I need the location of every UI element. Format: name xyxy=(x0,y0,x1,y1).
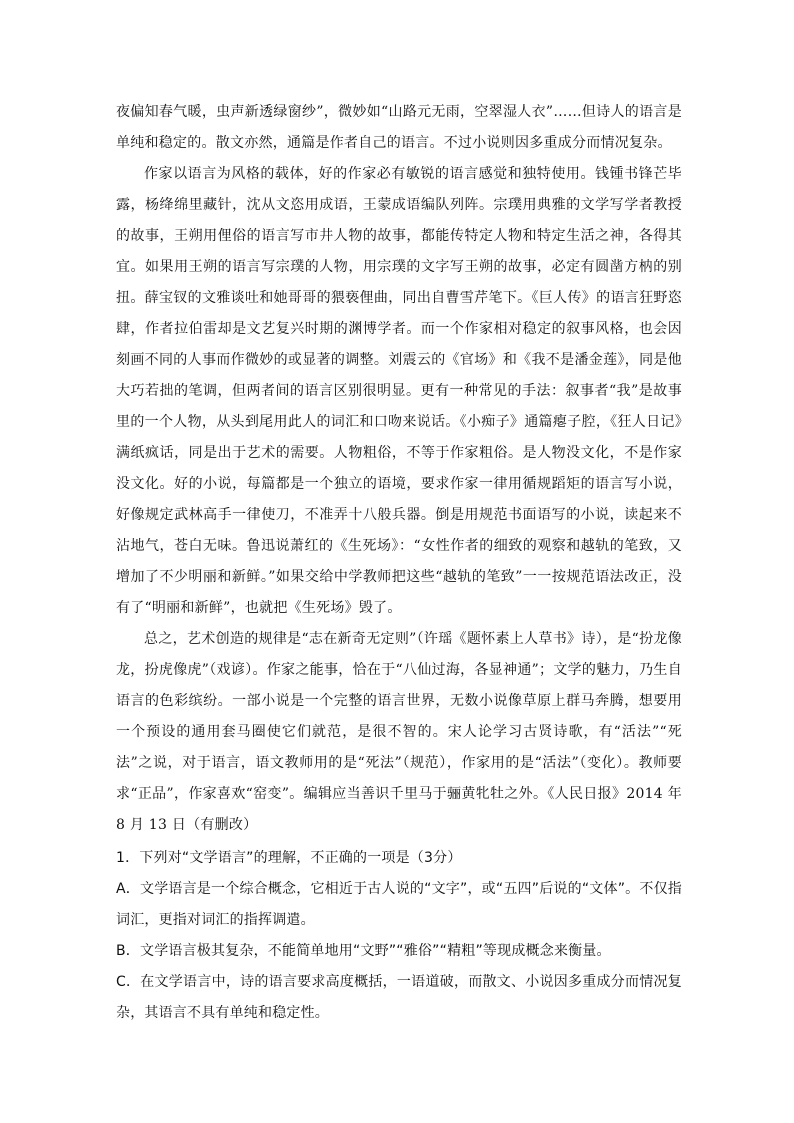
question-stem: 1．下列对“文学语言”的理解，不正确的一项是（3分） xyxy=(116,850,462,866)
option-c: C．在文学语言中，诗的语言要求高度概括，一语道破，而散文、小说因多重成分而情况复杂，其语言不具有单纯和稳定性。 xyxy=(116,974,682,1021)
article-paragraph-2: 作家以语言为风格的载体，好的作家必有敏锐的语言感觉和独特使用。钱锺书锋芒毕露，杨绛绵里藏针，沈从文恣用成语，王蒙成语编队列阵。宗璞用典雅的文学写学者教授的故事，王朔用俚俗的语言写市井人物的故事，都能传特定人物和特定生活之神，各得其宜。如果用王朔的语言写宗璞的人物，用宗璞的文字写王朔的故事，必定有圆凿方枘的别扭。薛宝钗的文雅谈吐和她哥哥的猥亵俚曲，同出自曹雪芹笔下。《巨人传》的语言狂野恣肆，作者拉伯雷却是文艺复兴时期的渊博学者。而一个作家相对稳定的叙事风格，也会因刻画不同的人事而作微妙的或显著的调整。刘震云的《官场》和《我不是潘金莲》，同是他大巧若拙的笔调，但两者间的语言区别很明显。更有一种常见的手法：叙事者“我”是故事里的一个人物，从头到尾用此人的词汇和口吻来说话。《小痴子》通篇瘪子腔，《狂人日记》满纸疯话，同是出于艺术的需要。人物粗俗，不等于作家粗俗。是人物没文化，不是作家没文化。好的小说，每篇都是一个独立的语境，要求作家一律用循规蹈矩的语言写小说，好像规定武林高手一律使刀，不准弄十八般兵器。倒是用规范书面语写的小说，读起来不沾地气，苍白无味。鲁迅说萧红的《生死场》：“女性作者的细致的观察和越轨的笔致，又增加了不少明丽和新鲜。”如果交给中学教师把这些“越轨的笔致”一一按规范语法改正，没有了“明丽和新鲜”，也就把《生死场》毁了。 xyxy=(116,166,682,616)
option-b: B．文学语言极其复杂，不能简单地用“文野”“雅俗”“精粗”等现成概念来衡量。 xyxy=(116,943,611,959)
article-paragraph-3: 总之，艺术创造的规律是“志在新奇无定则”（许瑶《题怀素上人草书》诗），是“扮龙像龙，扮虎像虎”（戏谚）。作家之能事，恰在于“八仙过海，各显神通”；文学的魅力，乃生自语言的色彩缤纷。一部小说是一个完整的语言世界，无数小说像草原上群马奔腾，想要用一个预设的通用套马圈使它们就范，是很不智的。宋人论学习古贤诗歌，有“活法”“死法”之说，对于语言，语文教师用的是“死法”（规范），作家用的是“活法”（变化）。教师要求“正品”，作家喜欢“窑变”。编辑应当善识千里马于骊黄牝牡之外。《人民日报》2014 年 8 月 13 日（有删改） xyxy=(116,631,682,833)
page-content xyxy=(116,97,682,1029)
option-a: A．文学语言是一个综合概念，它相近于古人说的“文字”，或“五四”后说的“文体”。不仅指词汇，更指对词汇的指挥调遣。 xyxy=(116,881,682,928)
article-paragraph-1: 夜偏知春气暖，虫声新透绿窗纱”，微妙如“山路元无雨，空翠湿人衣”……但诗人的语言是单纯和稳定的。散文亦然，通篇是作者自己的语言。不过小说则因多重成分而情况复杂。 xyxy=(116,104,682,151)
